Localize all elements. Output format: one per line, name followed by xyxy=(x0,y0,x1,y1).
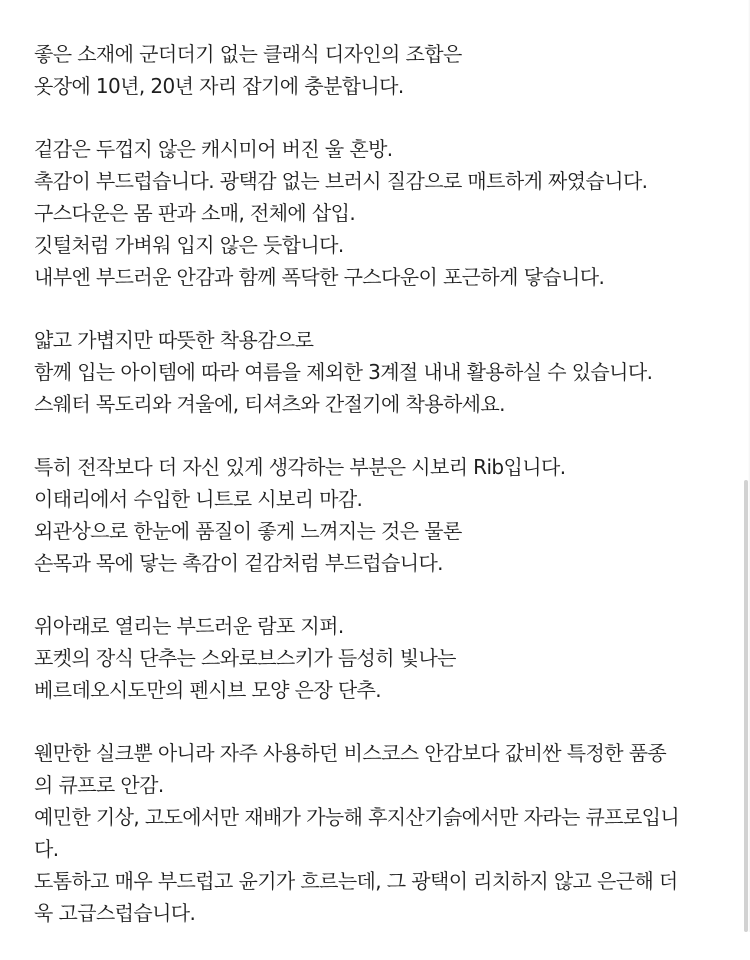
paragraph-zipper xyxy=(34,610,716,706)
text-line: 구스다운은 몸 판과 소매, 전체에 삽입. xyxy=(34,201,356,225)
paragraph-wearing xyxy=(34,324,716,420)
text-line: 의 큐프로 안감. xyxy=(34,773,164,797)
text-line: 도톰하고 매우 부드럽고 윤기가 흐르는데, 그 광택이 리치하지 않고 은근해 더 xyxy=(34,869,678,893)
document-body xyxy=(34,38,716,960)
text-line: 특히 전작보다 더 자신 있게 생각하는 부분은 시보리 Rib입니다. xyxy=(34,455,566,479)
text-line: 함께 입는 아이템에 따라 여름을 제외한 3계절 내내 활용하실 수 있습니다. xyxy=(34,360,653,384)
text-line: 위아래로 열리는 부드러운 람포 지퍼. xyxy=(34,614,344,638)
text-line: 외관상으로 한눈에 품질이 좋게 느껴지는 것은 물론 xyxy=(34,519,462,543)
text-line: 예민한 기상, 고도에서만 재배가 가능해 후지산기슭에서만 자라는 큐프로입니 xyxy=(34,805,680,829)
text-line: 웬만한 실크뿐 아니라 자주 사용하던 비스코스 안감보다 값비싼 특정한 품종 xyxy=(34,741,667,765)
text-line: 깃털처럼 가벼워 입지 않은 듯합니다. xyxy=(34,233,344,257)
vertical-scrollbar[interactable] xyxy=(744,480,748,932)
text-line: 욱 고급스럽습니다. xyxy=(34,901,196,925)
paragraph-lining xyxy=(34,737,716,929)
text-line: 베르데오시도만의 펜시브 모양 은장 단추. xyxy=(34,678,382,702)
paragraph-outer-fabric xyxy=(34,133,716,293)
text-line: 스웨터 목도리와 겨울에, 티셔츠와 간절기에 착용하세요. xyxy=(34,392,505,416)
text-line: 다. xyxy=(34,837,59,861)
text-line: 포켓의 장식 단추는 스와로브스키가 듬성히 빛나는 xyxy=(34,646,456,670)
paragraph-intro xyxy=(34,38,716,102)
text-line: 좋은 소재에 군더더기 없는 클래식 디자인의 조합은 xyxy=(34,42,462,66)
text-line: 이태리에서 수입한 니트로 시보리 마감. xyxy=(34,487,363,511)
text-line: 촉감이 부드럽습니다. 광택감 없는 브러시 질감으로 매트하게 짜였습니다. xyxy=(34,169,648,193)
text-line: 손목과 목에 닿는 촉감이 겉감처럼 부드럽습니다. xyxy=(34,551,443,575)
text-line: 내부엔 부드러운 안감과 함께 폭닥한 구스다운이 포근하게 닿습니다. xyxy=(34,265,605,289)
text-line: 옷장에 10년, 20년 자리 잡기에 충분합니다. xyxy=(34,74,404,98)
paragraph-rib xyxy=(34,451,716,579)
text-line: 얇고 가볍지만 따뜻한 착용감으로 xyxy=(34,328,314,352)
text-line: 겉감은 두껍지 않은 캐시미어 버진 울 혼방. xyxy=(34,137,393,161)
